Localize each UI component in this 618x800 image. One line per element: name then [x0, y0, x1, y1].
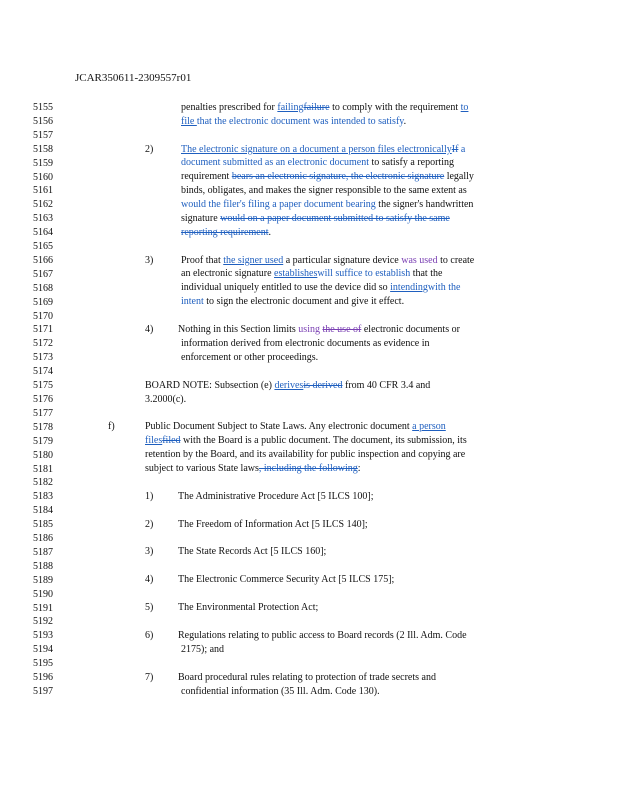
line-number: 5165: [33, 241, 53, 253]
text-line: reporting requirement.: [181, 227, 271, 238]
list-item: The State Records Act [5 ILCS 160];: [178, 546, 327, 557]
line-number: 5178: [33, 421, 53, 433]
line-number: 5179: [33, 435, 53, 447]
list-item: The Freedom of Information Act [5 ILCS 140];: [178, 519, 368, 530]
list-marker: 7): [145, 672, 154, 683]
line-number: 5177: [33, 407, 53, 419]
text-line: retention by the Board, and its availability for public inspection and copying are: [145, 449, 466, 460]
line-number: 5156: [33, 115, 53, 127]
line-number: 5157: [33, 129, 53, 141]
list-marker: 1): [145, 491, 154, 502]
line-number: 5169: [33, 296, 53, 308]
section-marker: f): [108, 421, 115, 432]
board-note: BOARD NOTE: Subsection (e) derivesis derived from 40 CFR 3.4 and: [145, 380, 431, 391]
list-item: Board procedural rules relating to protection of trade secrets and: [178, 672, 436, 683]
line-number: 5164: [33, 227, 53, 239]
text-line: filesfiled with the Board is a public document. The document, its submission, its: [145, 435, 467, 446]
text-line: would the filer's filing a paper document bearing the signer's handwritten: [181, 199, 474, 210]
line-number: 5161: [33, 185, 53, 197]
line-number: 5159: [33, 157, 53, 169]
line-number: 5197: [33, 686, 53, 697]
text-line: file that the electronic document was intended to satisfy.: [181, 116, 407, 127]
document-id: JCAR350611-2309557r01: [75, 72, 192, 84]
line-number: 5172: [33, 338, 53, 350]
list-item: The Electronic Commerce Security Act [5 ILCS 175];: [178, 574, 395, 585]
line-number: 5191: [33, 602, 53, 614]
line-number: 5162: [33, 199, 53, 211]
text-line: Proof that the signer used a particular signature device was used to create: [181, 255, 475, 266]
line-number: 5186: [33, 533, 53, 545]
line-number: 5167: [33, 268, 53, 280]
text-line: intent to sign the electronic document and give it effect.: [181, 296, 405, 307]
text-line: an electronic signature establisheswill suffice to establish that the: [181, 268, 443, 279]
line-number: 5173: [33, 352, 53, 364]
line-number: 5168: [33, 282, 53, 294]
line-number: 5184: [33, 505, 53, 517]
text-line: individual uniquely entitled to use the device did so intendingwith the: [181, 282, 461, 293]
line-number: 5170: [33, 310, 53, 322]
line-number: 5155: [33, 102, 53, 113]
line-number: 5196: [33, 672, 53, 684]
text-line: requirement bears an electronic signature, the electronic signature legally: [181, 171, 474, 182]
line-number: 5160: [33, 171, 53, 183]
line-number: 5166: [33, 254, 53, 266]
list-marker: 6): [145, 630, 154, 641]
item-marker: 2): [145, 144, 154, 155]
line-number: 5181: [33, 463, 53, 475]
text-line: 3.2000(c).: [145, 394, 187, 405]
text-line: signature would on a paper document submitted to satisfy the same: [181, 213, 450, 224]
list-item-continued: 2175); and: [181, 644, 225, 655]
item-marker: 3): [145, 255, 154, 266]
list-item: The Environmental Protection Act;: [178, 602, 319, 613]
line-number: 5189: [33, 574, 53, 586]
text-line: Nothing in this Section limits using the use of electronic documents or: [178, 324, 460, 335]
text-line: The electronic signature on a document a person files electronicallyIf a: [181, 144, 466, 155]
line-number: 5171: [33, 324, 53, 336]
list-marker: 4): [145, 574, 154, 585]
line-number: 5195: [33, 658, 53, 670]
text-line: enforcement or other proceedings.: [181, 352, 319, 363]
text-line: information derived from electronic documents as evidence in: [181, 338, 430, 349]
line-number: 5194: [33, 644, 53, 656]
text-line: penalties prescribed for failingfailure to comply with the requirement to: [181, 102, 469, 113]
line-number: 5158: [33, 143, 53, 155]
line-number: 5182: [33, 477, 53, 489]
list-item-continued: confidential information (35 Ill. Adm. Code 130).: [181, 686, 380, 697]
list-marker: 3): [145, 546, 154, 557]
line-number: 5183: [33, 491, 53, 503]
line-number: 5193: [33, 630, 53, 642]
line-number: 5180: [33, 449, 53, 461]
list-marker: 5): [145, 602, 154, 613]
line-number: 5174: [33, 366, 53, 378]
line-number: 5163: [33, 213, 53, 225]
list-marker: 2): [145, 519, 154, 530]
line-number: 5175: [33, 380, 53, 392]
line-number: 5192: [33, 616, 53, 628]
text-line: Public Document Subject to State Laws. Any electronic document a person: [145, 421, 446, 432]
list-item: Regulations relating to public access to Board records (2 Ill. Adm. Code: [178, 630, 467, 641]
item-marker: 4): [145, 324, 154, 335]
text-line: document submitted as an electronic document to satisfy a reporting: [181, 157, 454, 168]
line-number: 5190: [33, 588, 53, 600]
line-number: 5187: [33, 546, 53, 558]
line-number: 5185: [33, 519, 53, 531]
text-line: binds, obligates, and makes the signer responsible to the same extent as: [181, 185, 467, 196]
line-number: 5188: [33, 560, 53, 572]
list-item: The Administrative Procedure Act [5 ILCS 100];: [178, 491, 374, 502]
line-number: 5176: [33, 394, 53, 405]
text-line: subject to various State laws, including the following:: [145, 463, 361, 474]
